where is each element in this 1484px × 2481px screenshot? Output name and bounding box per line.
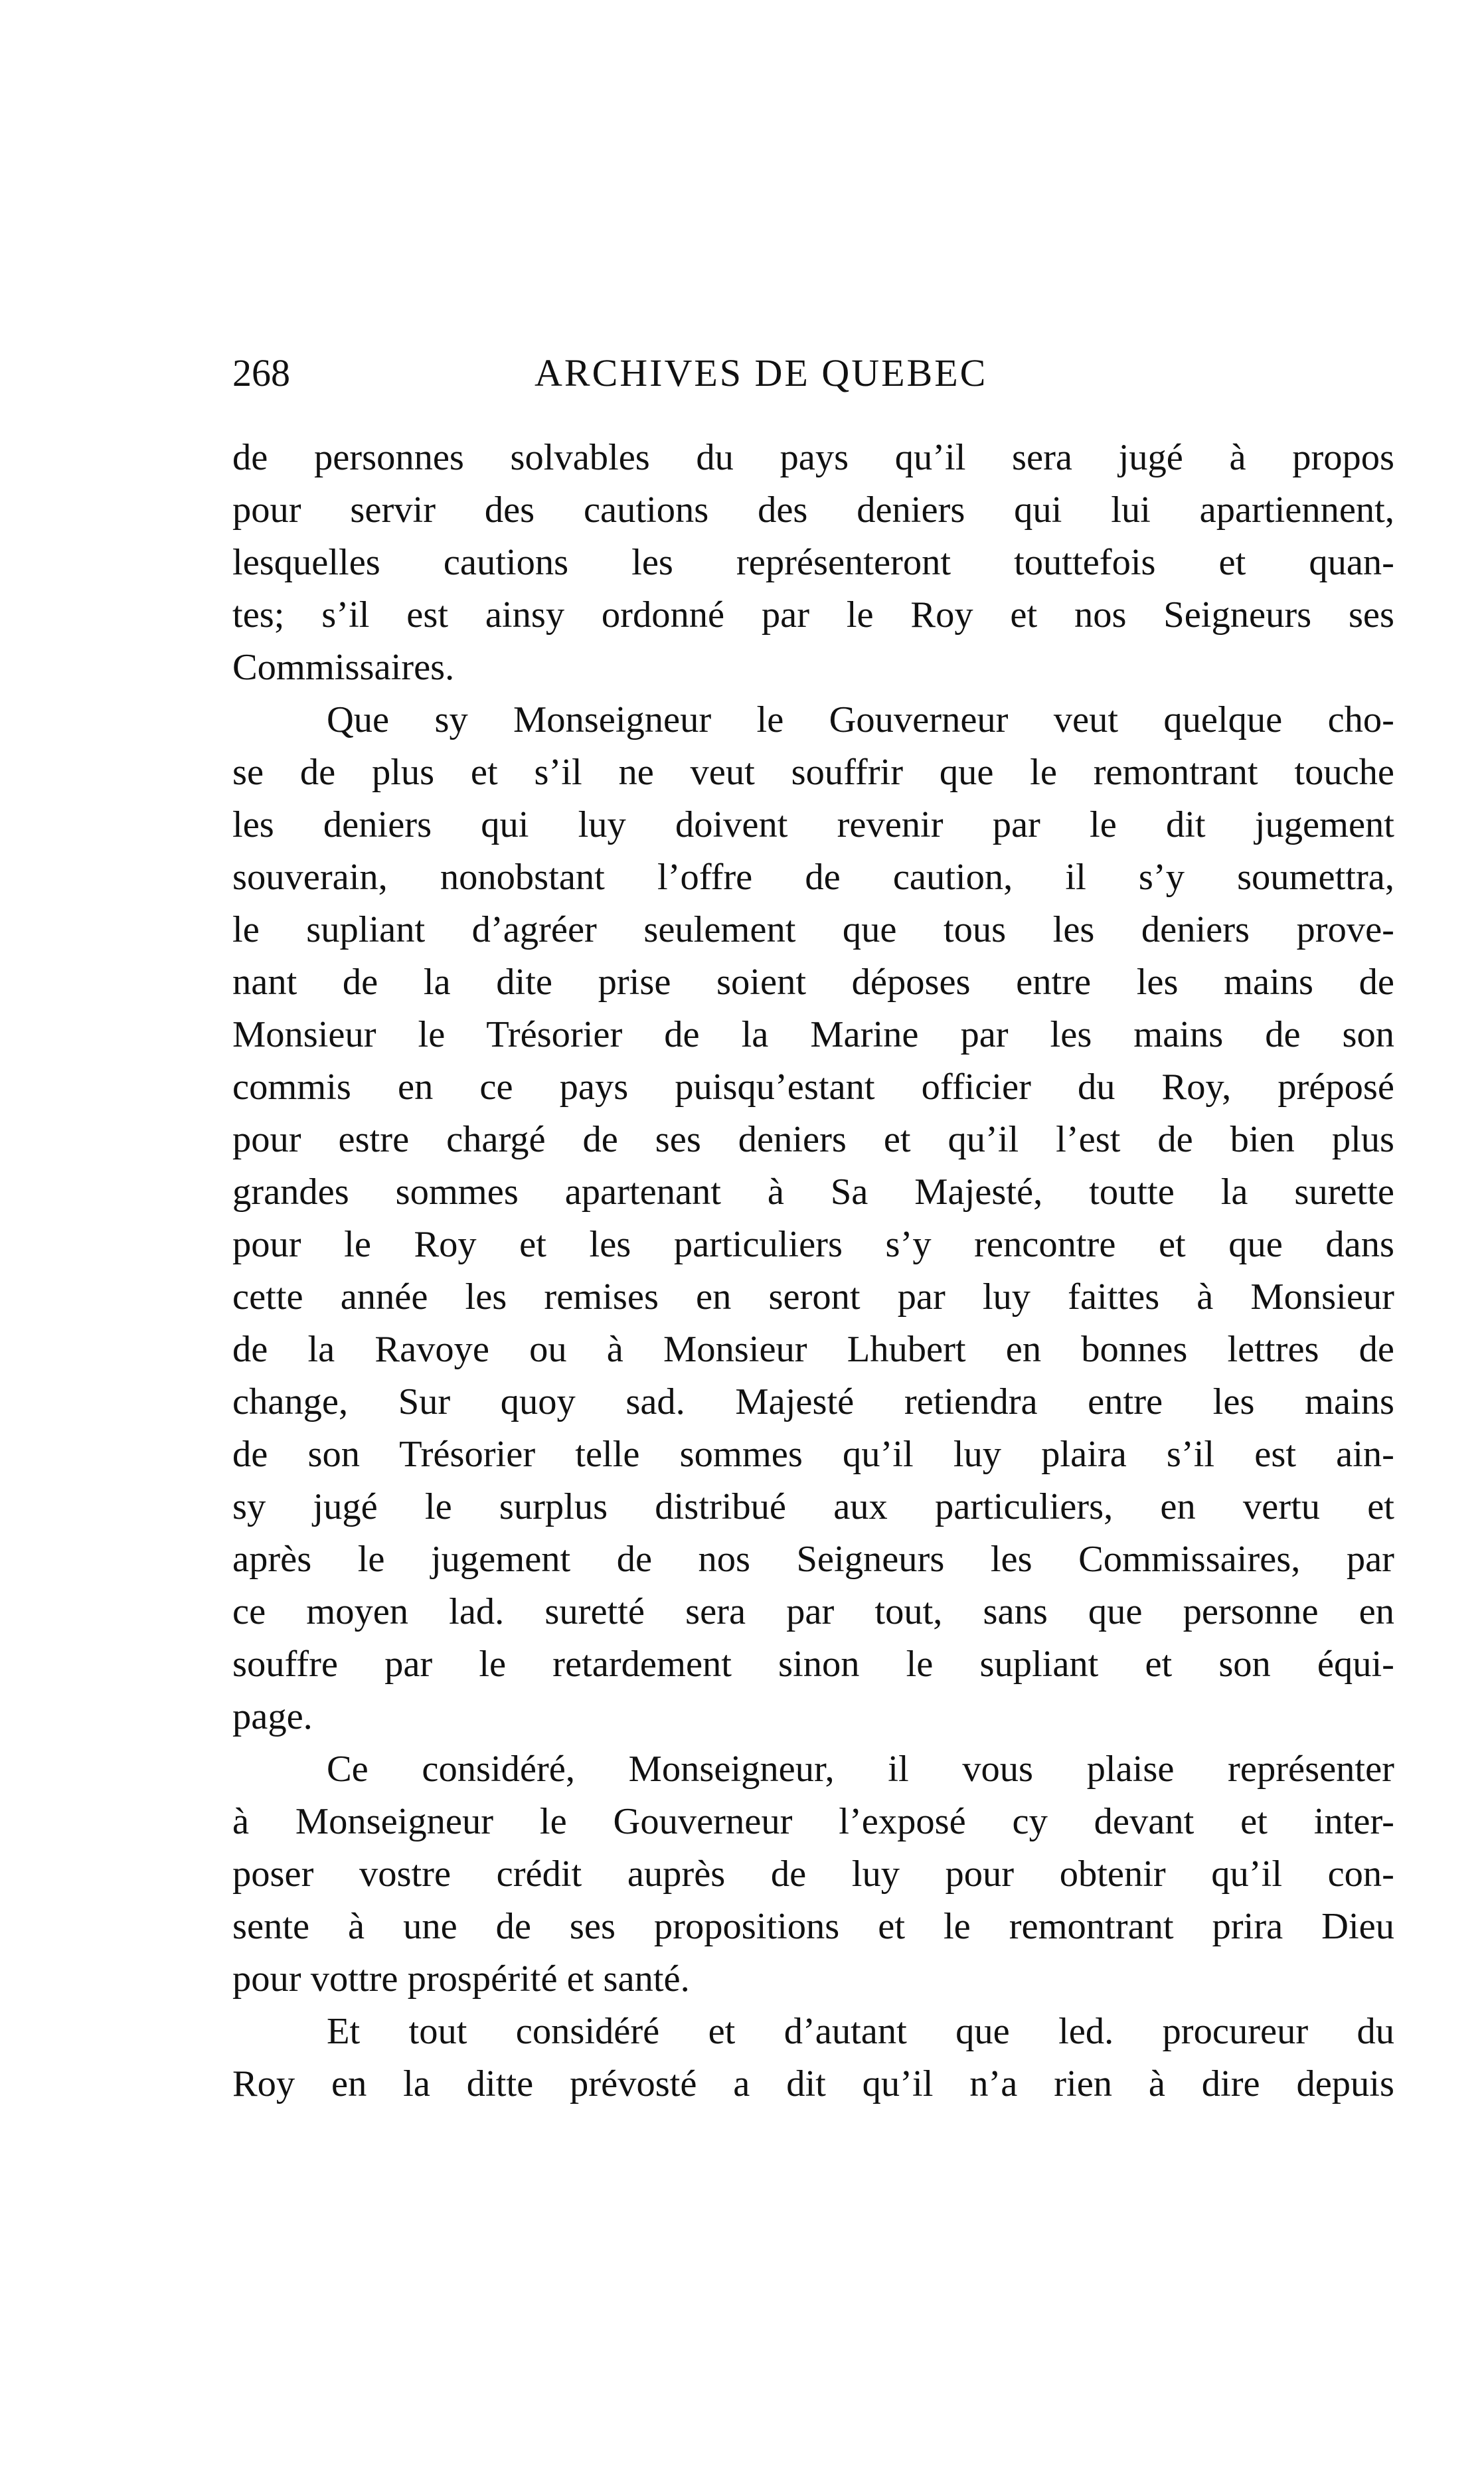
paragraph-start-line: Et tout considéré et d’autant que led. procureur du	[327, 2011, 1394, 2052]
text-line: grandes sommes apartenant à Sa Majesté, toutte la surette	[232, 1171, 1394, 1213]
text-line: pour le Roy et les particuliers s’y rencontre et que dans	[232, 1224, 1394, 1265]
text-line: Commissaires.	[232, 647, 455, 688]
text-line: de personnes solvables du pays qu’il sera jugé à propos	[232, 437, 1394, 478]
text-line: cette année les remises en seront par luy faittes à Monsieur	[232, 1276, 1394, 1318]
text-line: poser vostre crédit auprès de luy pour obtenir qu’il con-	[232, 1853, 1394, 1895]
text-line: sente à une de ses propositions et le remontrant prira Dieu	[232, 1906, 1394, 1947]
text-line: commis en ce pays puisqu’estant officier du Roy, préposé	[232, 1067, 1394, 1108]
text-line: tes; s’il est ainsy ordonné par le Roy et nos Seigneurs ses	[232, 594, 1394, 636]
text-line: souverain, nonobstant l’offre de caution, il s’y soumettra,	[232, 857, 1394, 898]
text-line: sy jugé le surplus distribué aux particuliers, en vertu et	[232, 1486, 1394, 1527]
text-line: se de plus et s’il ne veut souffrir que le remontrant touche	[232, 752, 1394, 793]
text-line: pour vottre prospérité et santé.	[232, 1958, 690, 2000]
text-line: page.	[232, 1696, 313, 1737]
text-line: pour estre chargé de ses deniers et qu’il l’est de bien plus	[232, 1119, 1394, 1160]
page-number: 268	[232, 351, 290, 394]
text-line: Monsieur le Trésorier de la Marine par les mains de son	[232, 1014, 1394, 1055]
text-line: à Monseigneur le Gouverneur l’exposé cy devant et inter-	[232, 1801, 1394, 1842]
text-line: lesquelles cautions les représenteront touttefois et quan-	[232, 542, 1394, 583]
text-line: de la Ravoye ou à Monsieur Lhubert en bonnes lettres de	[232, 1329, 1394, 1370]
text-line: de son Trésorier telle sommes qu’il luy plaira s’il est ain-	[232, 1434, 1394, 1475]
text-line: change, Sur quoy sad. Majesté retiendra entre les mains	[232, 1381, 1394, 1422]
text-line: les deniers qui luy doivent revenir par le dit jugement	[232, 804, 1394, 845]
text-line: nant de la dite prise soient déposes entre les mains de	[232, 962, 1394, 1003]
page-header	[232, 347, 1394, 400]
paragraph-start-line: Ce considéré, Monseigneur, il vous plaise représenter	[327, 1749, 1394, 1790]
text-line: ce moyen lad. suretté sera par tout, sans que personne en	[232, 1591, 1394, 1632]
running-title: ARCHIVES DE QUEBEC	[535, 351, 988, 394]
text-line: le supliant d’agréer seulement que tous les deniers prove-	[232, 909, 1394, 950]
paragraph-start-line: Que sy Monseigneur le Gouverneur veut quelque cho-	[327, 699, 1394, 740]
body-text	[232, 432, 1394, 2110]
text-line: Roy en la ditte prévosté a dit qu’il n’a rien à dire depuis	[232, 2063, 1394, 2104]
text-line: après le jugement de nos Seigneurs les Commissaires, par	[232, 1539, 1394, 1580]
text-line: souffre par le retardement sinon le supliant et son équi-	[232, 1644, 1394, 1685]
text-line: pour servir des cautions des deniers qui lui apartiennent,	[232, 489, 1394, 531]
